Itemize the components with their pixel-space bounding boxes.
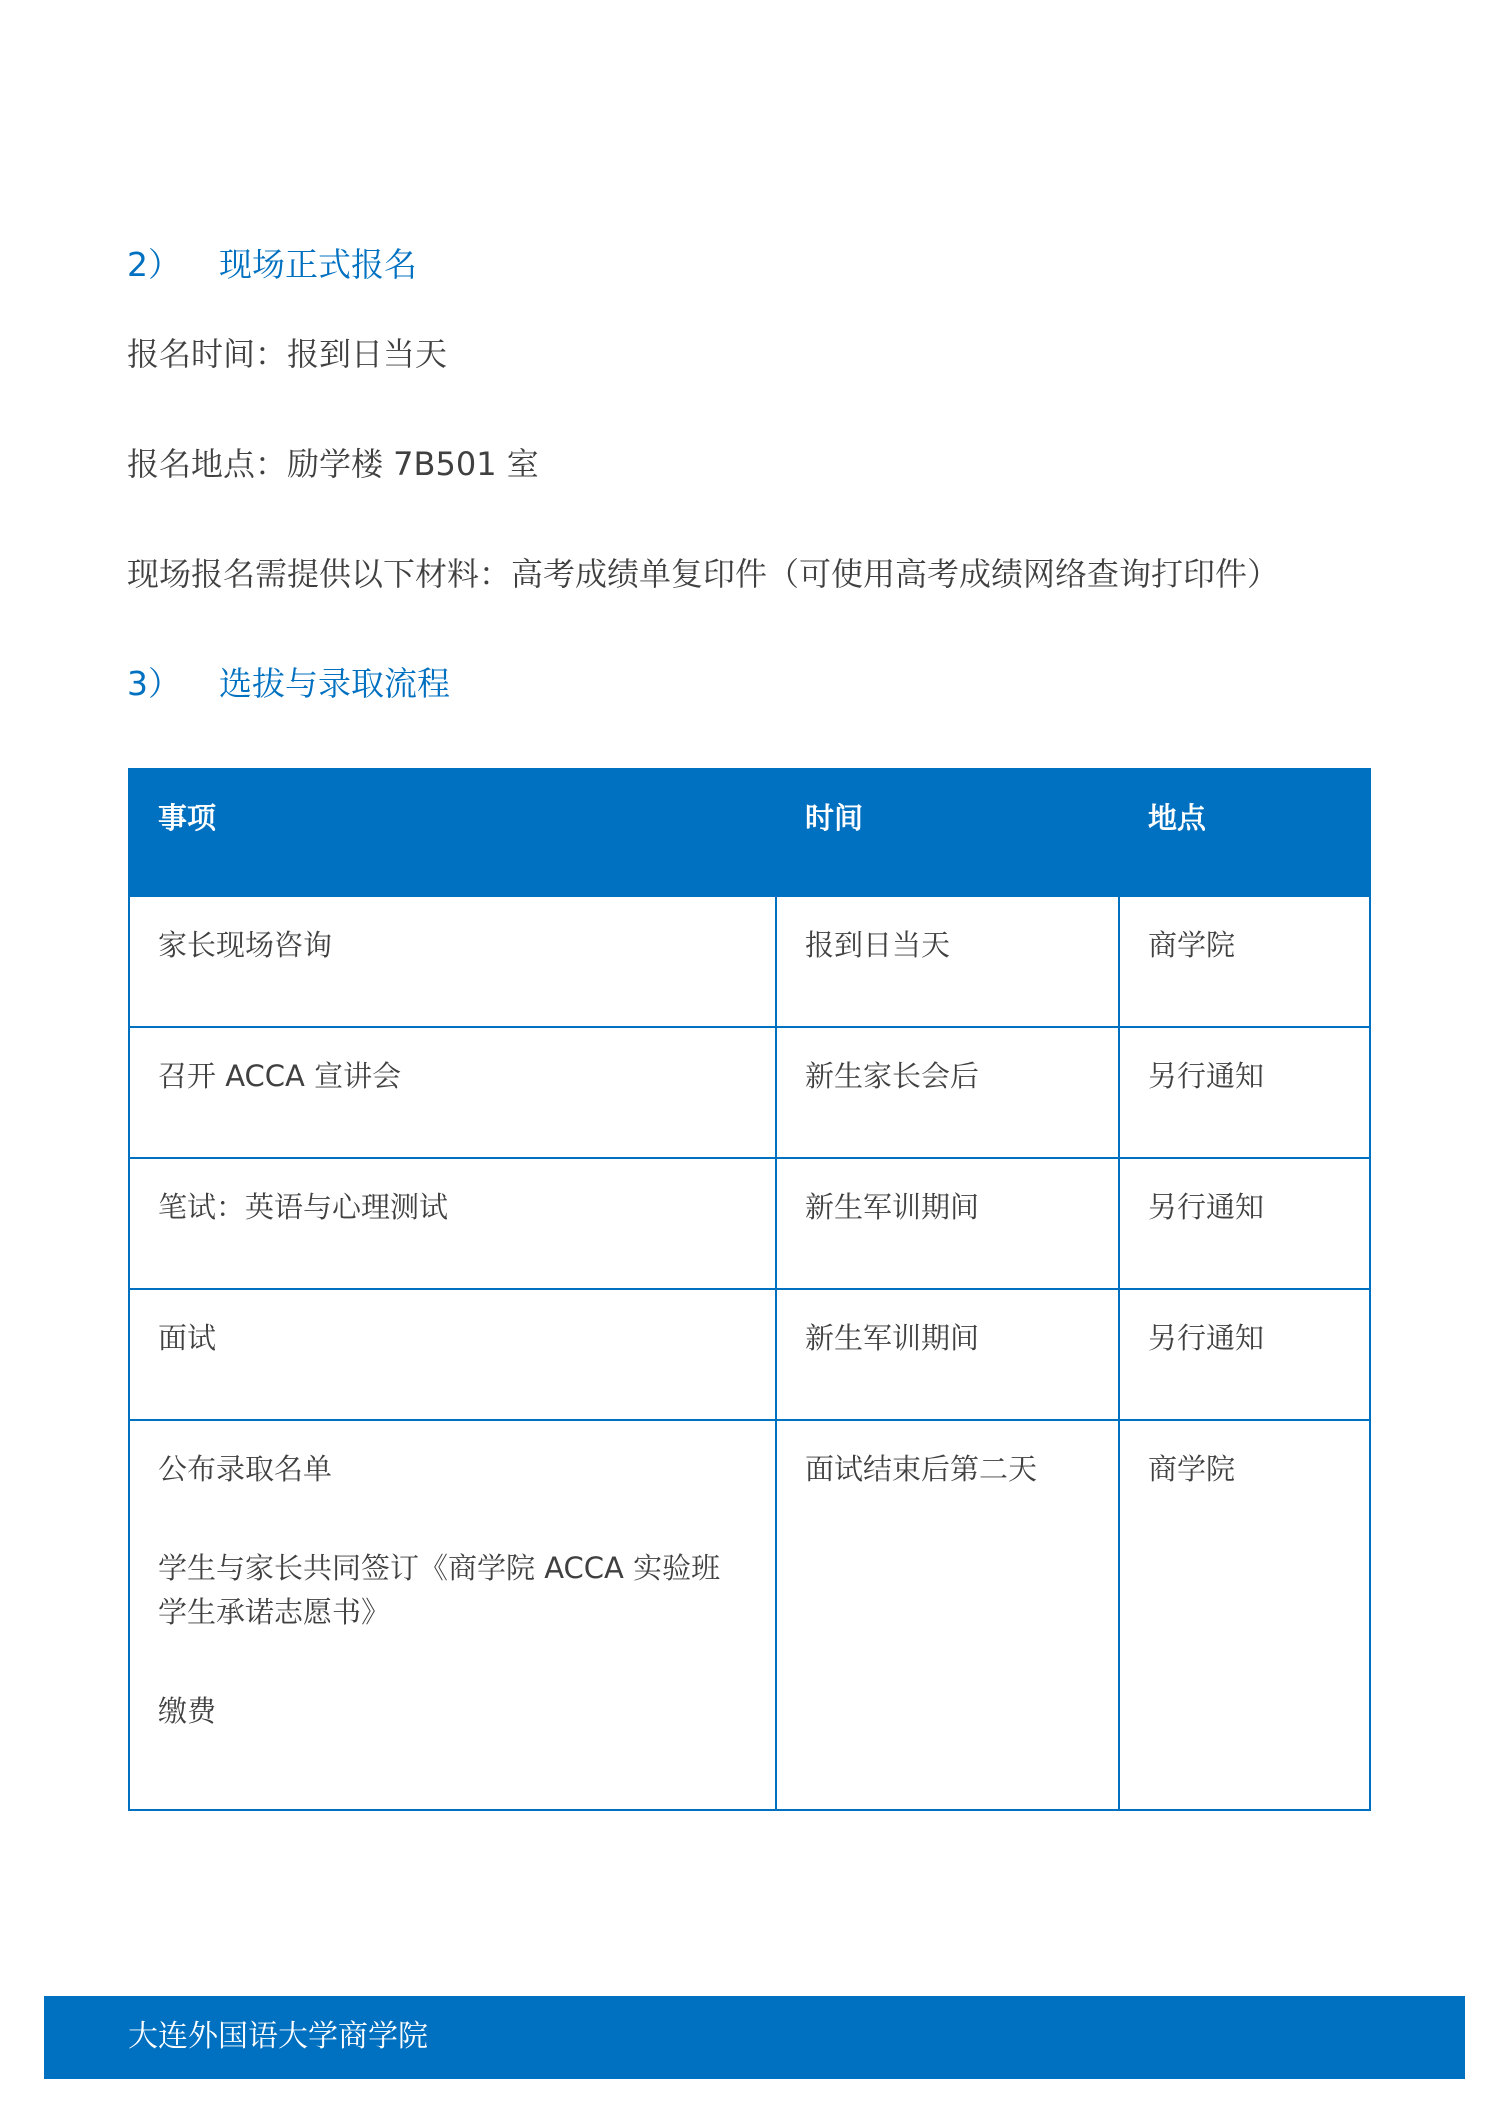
registration-materials: 现场报名需提供以下材料：高考成绩单复印件（可使用高考成绩网络查询打印件） bbox=[127, 555, 1280, 593]
row-item: 召开 ACCA 宣讲会 bbox=[129, 1027, 776, 1158]
row-time: 报到日当天 bbox=[776, 896, 1119, 1027]
row-item-line: 缴费 bbox=[158, 1694, 217, 1728]
row-time: 面试结束后第二天 bbox=[776, 1420, 1119, 1810]
row-time: 新生军训期间 bbox=[776, 1289, 1119, 1420]
table-row bbox=[129, 1420, 1370, 1810]
table-row bbox=[129, 1027, 1370, 1158]
row-item: 笔试：英语与心理测试 bbox=[129, 1158, 776, 1289]
row-place: 另行通知 bbox=[1119, 1289, 1370, 1420]
row-time: 新生军训期间 bbox=[776, 1158, 1119, 1289]
row-place: 商学院 bbox=[1119, 896, 1370, 1027]
table-header-row bbox=[129, 769, 1370, 896]
selection-process-table bbox=[128, 768, 1371, 1811]
header-place: 地点 bbox=[1119, 769, 1370, 896]
row-item bbox=[129, 1420, 776, 1810]
footer-text: 大连外国语大学商学院 bbox=[128, 2019, 428, 2054]
table-row bbox=[129, 1289, 1370, 1420]
table-row bbox=[129, 1158, 1370, 1289]
row-item-line: 学生与家长共同签订《商学院 ACCA 实验班学生承诺志愿书》 bbox=[158, 1551, 721, 1629]
row-item: 面试 bbox=[129, 1289, 776, 1420]
header-item: 事项 bbox=[129, 769, 776, 896]
row-place: 另行通知 bbox=[1119, 1027, 1370, 1158]
section-number: 2） bbox=[127, 245, 181, 284]
row-place: 商学院 bbox=[1119, 1420, 1370, 1810]
section-number: 3） bbox=[127, 664, 181, 703]
registration-time: 报名时间：报到日当天 bbox=[127, 335, 448, 373]
registration-place: 报名地点：励学楼 7B501 室 bbox=[127, 445, 539, 483]
section-title: 现场正式报名 bbox=[219, 245, 417, 284]
section-3-heading bbox=[127, 662, 450, 706]
section-2-heading bbox=[127, 243, 417, 287]
table-row bbox=[129, 896, 1370, 1027]
footer-bar bbox=[44, 1996, 1465, 2079]
header-time: 时间 bbox=[776, 769, 1119, 896]
row-time: 新生家长会后 bbox=[776, 1027, 1119, 1158]
row-item: 家长现场咨询 bbox=[129, 896, 776, 1027]
row-item-line: 公布录取名单 bbox=[158, 1452, 333, 1486]
section-title: 选拔与录取流程 bbox=[219, 664, 450, 703]
row-place: 另行通知 bbox=[1119, 1158, 1370, 1289]
